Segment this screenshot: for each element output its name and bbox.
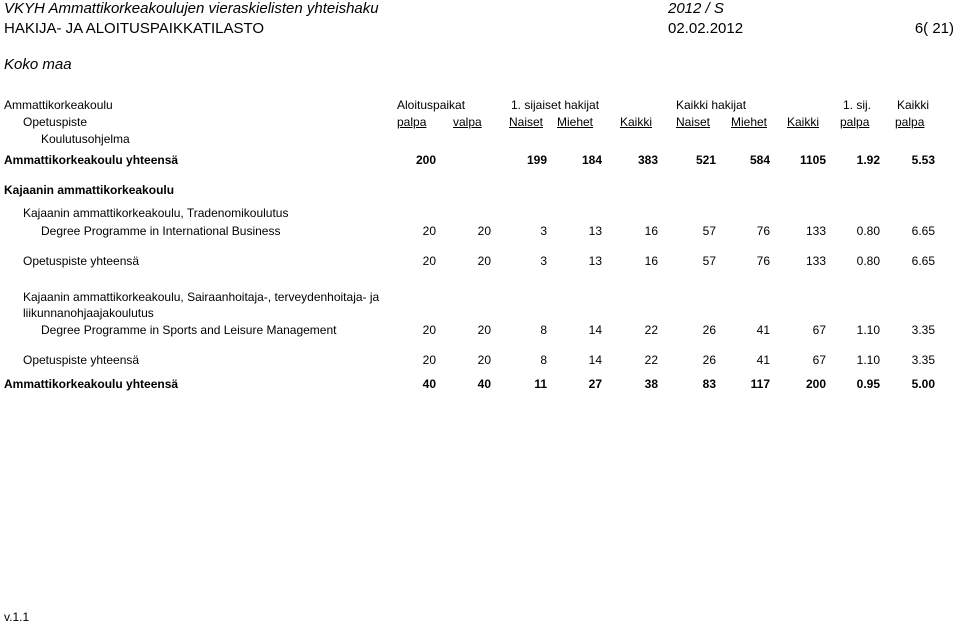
value-cell: 199 xyxy=(526,153,547,167)
value-cell: 6.65 xyxy=(911,254,935,268)
report-date: 02.02.2012 xyxy=(668,20,744,37)
value-cell: 5.53 xyxy=(911,153,935,167)
subcol-kaikki: Kaikki xyxy=(620,115,653,129)
value-cell: 13 xyxy=(588,254,602,268)
value-cell: 1.92 xyxy=(856,153,880,167)
report-term: 2012 / S xyxy=(668,0,724,17)
value-cell: 14 xyxy=(588,353,602,367)
value-cell: 117 xyxy=(750,377,770,391)
value-cell: 184 xyxy=(581,153,602,167)
unit-total-label: Opetuspiste yhteensä xyxy=(23,353,140,367)
subcol-miehet-all: Miehet xyxy=(731,115,768,129)
value-cell: 27 xyxy=(588,377,602,391)
value-cell: 20 xyxy=(477,323,491,337)
programme-name: Degree Programme in International Business xyxy=(41,224,281,238)
value-cell: 13 xyxy=(588,224,602,238)
value-cell: 20 xyxy=(477,254,491,268)
value-cell: 22 xyxy=(644,323,658,337)
value-cell: 11 xyxy=(534,377,547,391)
value-cell: 1105 xyxy=(799,153,826,167)
value-cell: 20 xyxy=(422,353,436,367)
subcol-palpa: palpa xyxy=(397,115,427,129)
value-cell: 3.35 xyxy=(911,353,935,367)
subcol-valpa: valpa xyxy=(453,115,482,129)
value-cell: 57 xyxy=(702,254,716,268)
subcol-miehet: Miehet xyxy=(557,115,594,129)
value-cell: 38 xyxy=(644,377,658,391)
value-cell: 133 xyxy=(805,254,826,268)
value-cell: 5.00 xyxy=(911,377,935,391)
value-cell: 20 xyxy=(422,254,436,268)
col-ammattikorkeakoulu: Ammattikorkeakoulu xyxy=(4,98,113,112)
value-cell: 133 xyxy=(805,224,826,238)
institution-name: Kajaanin ammattikorkeakoulu xyxy=(4,183,175,197)
subcol-naiset: Naiset xyxy=(509,115,544,129)
value-cell: 200 xyxy=(805,377,826,391)
value-cell: 26 xyxy=(702,353,716,367)
value-cell: 8 xyxy=(540,353,547,367)
subcol-naiset-all: Naiset xyxy=(676,115,711,129)
region-label: Koko maa xyxy=(4,56,72,73)
value-cell: 6.65 xyxy=(911,224,935,238)
value-cell: 3 xyxy=(540,254,547,268)
col-aloituspaikat: Aloituspaikat xyxy=(397,98,466,112)
grand-total-label: Ammattikorkeakoulu yhteensä xyxy=(4,153,179,167)
report-title: VKYH Ammattikorkeakoulujen vieraskielisten yhteishaku xyxy=(4,0,379,17)
value-cell: 40 xyxy=(477,377,491,391)
unit-name: Kajaanin ammattikorkeakoulu, Sairaanhoitaja-, terveydenhoitaja- ja xyxy=(23,290,380,304)
value-cell: 3.35 xyxy=(911,323,935,337)
value-cell: 67 xyxy=(812,353,826,367)
value-cell: 20 xyxy=(477,224,491,238)
subcol-palpa-first: palpa xyxy=(840,115,870,129)
subcol-kaikki-all: Kaikki xyxy=(787,115,820,129)
value-cell: 383 xyxy=(637,153,658,167)
value-cell: 14 xyxy=(588,323,602,337)
value-cell: 76 xyxy=(756,254,770,268)
col-all-applicants: Kaikki hakijat xyxy=(676,98,747,112)
value-cell: 41 xyxy=(756,353,770,367)
value-cell: 0.80 xyxy=(856,254,880,268)
col-first-sij: 1. sij. xyxy=(843,98,872,112)
value-cell: 1.10 xyxy=(856,323,880,337)
value-cell: 0.80 xyxy=(856,224,880,238)
value-cell: 1.10 xyxy=(856,353,880,367)
value-cell: 3 xyxy=(540,224,547,238)
value-cell: 83 xyxy=(702,377,716,391)
unit-name-continued: liikunnanohjaajakoulutus xyxy=(23,306,154,320)
value-cell: 26 xyxy=(702,323,716,337)
col-koulutusohjelma: Koulutusohjelma xyxy=(41,132,130,146)
value-cell: 67 xyxy=(812,323,826,337)
col-first-choice: 1. sijaiset hakijat xyxy=(511,98,600,112)
report-subtitle: HAKIJA- JA ALOITUSPAIKKATILASTO xyxy=(4,20,265,37)
unit-name: Kajaanin ammattikorkeakoulu, Tradenomikoulutus xyxy=(23,206,289,220)
value-cell: 22 xyxy=(644,353,658,367)
subcol-palpa-all: palpa xyxy=(895,115,925,129)
page-number: 6( 21) xyxy=(914,20,954,37)
unit-total-label: Opetuspiste yhteensä xyxy=(23,254,140,268)
col-kaikki: Kaikki xyxy=(897,98,930,112)
value-cell: 16 xyxy=(644,224,658,238)
value-cell: 584 xyxy=(749,153,770,167)
value-cell: 0.95 xyxy=(856,377,880,391)
value-cell: 20 xyxy=(422,323,436,337)
value-cell: 41 xyxy=(756,323,770,337)
value-cell: 200 xyxy=(415,153,436,167)
value-cell: 8 xyxy=(540,323,547,337)
value-cell: 40 xyxy=(422,377,436,391)
value-cell: 521 xyxy=(695,153,716,167)
value-cell: 20 xyxy=(477,353,491,367)
value-cell: 20 xyxy=(422,224,436,238)
col-opetuspiste: Opetuspiste xyxy=(23,115,88,129)
value-cell: 76 xyxy=(756,224,770,238)
value-cell: 57 xyxy=(702,224,716,238)
institution-total-label: Ammattikorkeakoulu yhteensä xyxy=(4,377,179,391)
version-label: v.1.1 xyxy=(4,610,30,624)
programme-name: Degree Programme in Sports and Leisure Management xyxy=(41,323,337,337)
value-cell: 16 xyxy=(644,254,658,268)
